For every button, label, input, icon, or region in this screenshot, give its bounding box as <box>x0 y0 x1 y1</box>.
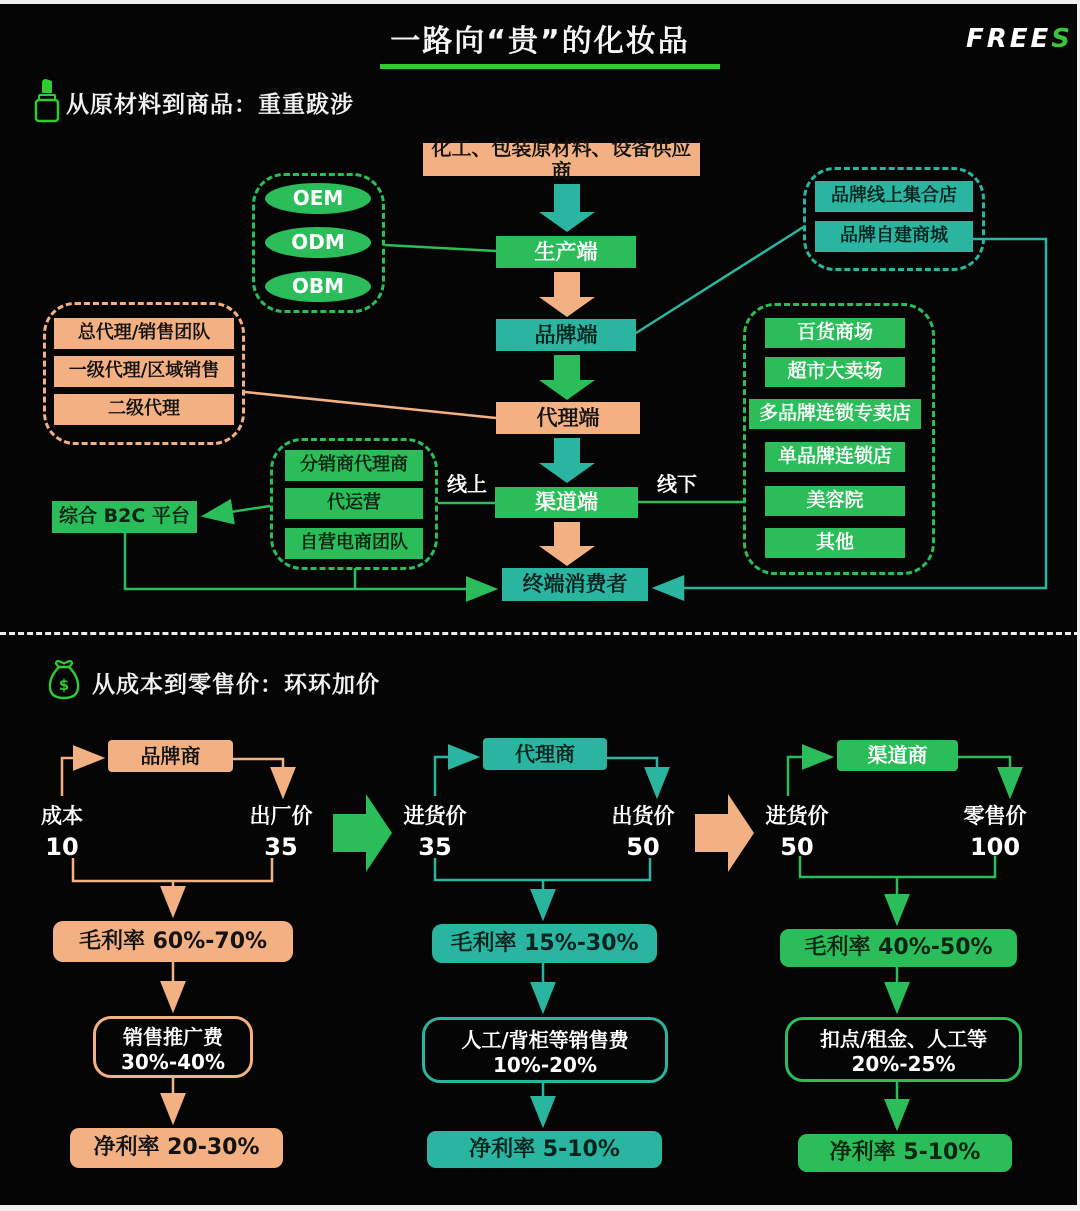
obm-item: OBM <box>265 271 371 302</box>
c3-out-value: 100 <box>969 833 1021 861</box>
c2-out-price <box>588 800 698 861</box>
logo-white: FREE <box>965 24 1052 54</box>
offline-hypermarket: 超市大卖场 <box>765 357 905 387</box>
agent-item-tier2: 二级代理 <box>54 394 234 425</box>
offline-other: 其他 <box>765 528 905 558</box>
c2-net-margin-box: 净利率 5-10% <box>427 1131 662 1168</box>
c2-out-label: 出货价 <box>611 804 675 828</box>
connector-oem-to-production <box>385 245 496 251</box>
c3-in-label: 进货价 <box>765 804 829 828</box>
c1-expense-line2: 30%-40% <box>120 1049 226 1074</box>
c2-line-agent-to-shipping <box>607 758 657 796</box>
title-underline <box>380 64 720 69</box>
offline-beauty-salon: 美容院 <box>765 486 905 516</box>
page-title: 一路向“贵”的化妆品 <box>390 24 690 59</box>
c1-gross-margin-box: 毛利率 60%-70% <box>53 921 293 962</box>
supplier-box: 化工、包装原材料、设备供应商 <box>423 143 700 176</box>
c1-expense-box <box>93 1016 253 1078</box>
flow-node-brand: 品牌端 <box>496 319 636 351</box>
c1-bracket <box>73 858 272 881</box>
b2c-platform-box: 综合 B2C 平台 <box>52 501 197 533</box>
c3-in-value: 50 <box>780 833 814 861</box>
brand-online-collection: 品牌线上集合店 <box>815 181 973 212</box>
offline-multibrand-chain: 多品牌连锁专卖店 <box>749 399 921 429</box>
oem-item: OEM <box>265 183 371 214</box>
offline-monobrand-chain: 单品牌连锁店 <box>765 442 905 472</box>
flow-arrow-supplier-to-production <box>539 184 595 232</box>
c2-in-value: 35 <box>418 833 452 861</box>
edge-top <box>0 0 1080 4</box>
c3-entity-box: 渠道商 <box>837 740 958 771</box>
c1-out-label: 出厂价 <box>249 804 313 828</box>
c1-out-value: 35 <box>264 833 298 861</box>
c2-in-label: 进货价 <box>403 804 467 828</box>
c3-net-margin-box: 净利率 5-10% <box>798 1134 1012 1172</box>
svg-text:$: $ <box>58 676 70 694</box>
flow-node-agent: 代理端 <box>496 402 640 434</box>
c3-line-purchase-to-channel <box>788 757 831 796</box>
c3-gross-margin-box: 毛利率 40%-50% <box>780 929 1017 967</box>
frees-logo <box>958 24 1073 54</box>
c1-out-price <box>226 800 336 861</box>
money-bag-icon <box>46 658 82 702</box>
brand-online-mall: 品牌自建商城 <box>815 221 973 252</box>
odm-item: ODM <box>265 227 371 258</box>
online-ops-distributor: 分销商代理商 <box>285 450 423 481</box>
c2-line-purchase-to-agent <box>435 757 477 796</box>
offline-department-store: 百货商场 <box>765 318 905 348</box>
flow-arrow-agent-to-channel <box>539 438 595 483</box>
section2-heading: 从成本到零售价：环环加价 <box>92 672 380 698</box>
connector-agents-to-agent <box>245 392 496 418</box>
c1-net-margin-box: 净利率 20-30% <box>70 1128 283 1168</box>
flow-node-channel: 渠道端 <box>495 487 638 518</box>
online-ops-selfecom: 自营电商团队 <box>285 528 423 559</box>
c2-expense-line1: 人工/背柜等销售费 <box>461 1027 629 1052</box>
flow-arrow-production-to-brand <box>539 272 595 317</box>
c2-expense-line2: 10%-20% <box>492 1052 598 1077</box>
flow-node-consumer: 终端消费者 <box>502 568 648 601</box>
c2-bracket <box>435 858 650 880</box>
connector-onlineops-to-b2c <box>204 506 270 516</box>
c1-expense-line1: 销售推广费 <box>123 1024 223 1049</box>
logo-green: S <box>1051 24 1073 54</box>
lipstick-icon <box>33 76 61 124</box>
c2-gross-margin-box: 毛利率 15%-30% <box>432 924 657 963</box>
section1-heading: 从原材料到商品：重重跋涉 <box>66 92 354 118</box>
c1-line-cost-to-brand <box>62 758 102 796</box>
c2-entity-box: 代理商 <box>483 738 607 770</box>
c1-in-price <box>7 800 117 861</box>
c3-expense-line1: 扣点/租金、人工等 <box>819 1027 988 1051</box>
c2-expense-box <box>422 1017 668 1083</box>
offline-label: 线下 <box>657 472 697 496</box>
flow-node-production: 生产端 <box>496 236 636 268</box>
c2-out-value: 50 <box>626 833 660 861</box>
online-label: 线上 <box>447 472 487 496</box>
edge-bottom <box>0 1205 1080 1211</box>
section-divider <box>0 632 1080 635</box>
agent-item-tier1: 一级代理/区域销售 <box>54 356 234 387</box>
c3-out-label: 零售价 <box>963 804 1027 828</box>
c1-in-value: 10 <box>45 833 79 861</box>
c3-line-channel-to-retail <box>958 757 1010 796</box>
c1-entity-box: 品牌商 <box>108 740 233 772</box>
online-ops-tp: 代运营 <box>285 488 423 519</box>
c1-line-brand-to-exfactory <box>233 759 283 796</box>
c3-out-price <box>940 800 1050 861</box>
c1-in-label: 成本 <box>41 804 83 828</box>
flow-arrow-channel-to-consumer <box>539 522 595 566</box>
c3-expense-line2: 20%-25% <box>851 1052 956 1076</box>
c3-expense-box <box>785 1017 1022 1082</box>
c3-in-price <box>742 800 852 861</box>
agent-item-general: 总代理/销售团队 <box>54 318 234 349</box>
flow-arrow-brand-to-agent <box>539 355 595 400</box>
c2-in-price <box>380 800 490 861</box>
